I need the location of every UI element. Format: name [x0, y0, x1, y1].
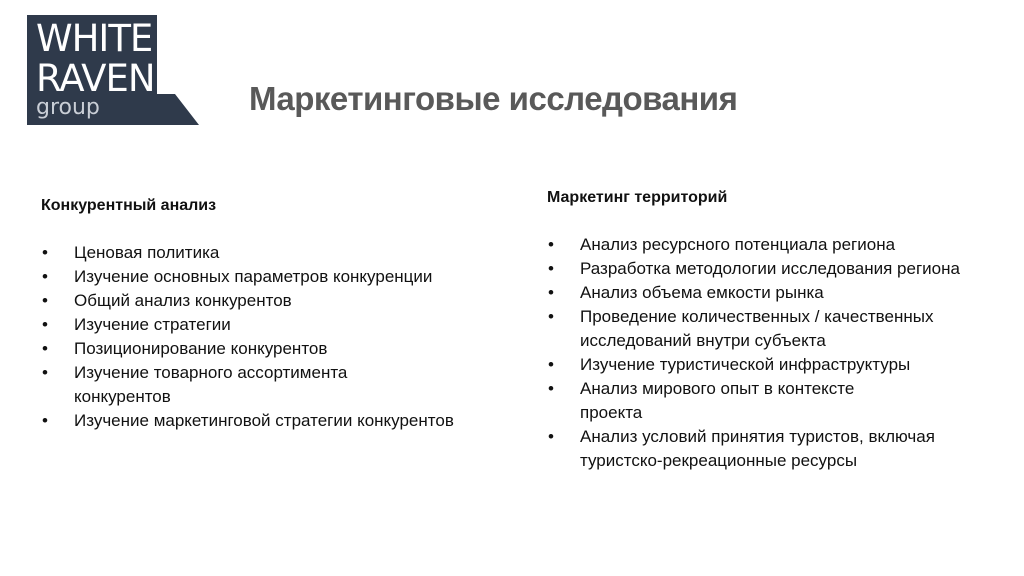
logo-text-white: WHITE — [36, 17, 153, 60]
list-item-text: Изучение стратегии — [74, 315, 231, 334]
logo-text-raven: RAVEN — [36, 57, 155, 100]
list-item-text: Анализ условий принятия туристов, включая туристско-рекреационные ресурсы — [580, 427, 935, 470]
list-item — [41, 409, 454, 433]
page-title: Маркетинговые исследования — [249, 80, 738, 117]
list-item-text: Ценовая политика — [74, 243, 220, 262]
bullet: • — [42, 315, 48, 334]
bullet: • — [42, 267, 48, 286]
list-item — [41, 337, 511, 361]
list-item-text: Изучение туристической инфраструктуры — [580, 355, 911, 374]
competitive-analysis-list — [41, 241, 511, 433]
list-item — [547, 233, 987, 257]
logo-tail-shape — [155, 94, 199, 126]
bullet: • — [548, 307, 554, 326]
bullet: • — [548, 379, 554, 398]
list-item — [41, 241, 511, 265]
bullet: • — [42, 291, 48, 310]
competitive-analysis-heading: Конкурентный анализ — [41, 197, 217, 214]
list-item-text: Изучение маркетинговой стратегии конкурентов — [74, 411, 454, 430]
bullet: • — [42, 243, 48, 262]
list-item — [547, 425, 950, 473]
list-item — [41, 361, 434, 409]
list-item — [547, 305, 955, 353]
bullet: • — [548, 427, 554, 446]
bullet: • — [42, 411, 48, 430]
bullet: • — [548, 355, 554, 374]
list-item — [547, 281, 987, 305]
list-item — [41, 313, 511, 337]
bullet: • — [548, 259, 554, 278]
list-item-text: Общий анализ конкурентов — [74, 291, 292, 310]
list-item-text: Разработка методологии исследования региона — [580, 259, 960, 278]
list-item — [547, 377, 920, 425]
bullet: • — [548, 283, 554, 302]
list-item — [41, 265, 511, 289]
list-item — [41, 289, 511, 313]
list-item-text: Позиционирование конкурентов — [74, 339, 328, 358]
list-item-text: Анализ объема емкости рынка — [580, 283, 824, 302]
list-item-text: Проведение количественных / качественных исследований внутри субъекта — [580, 307, 934, 350]
territory-marketing-column — [547, 189, 987, 473]
bullet: • — [42, 363, 48, 382]
list-item-text: Анализ мирового опыт в контексте проекта — [580, 379, 855, 422]
company-logo — [27, 15, 199, 127]
logo-text-group: group — [36, 95, 100, 120]
list-item — [547, 257, 980, 281]
bullet: • — [548, 235, 554, 254]
territory-marketing-list — [547, 233, 987, 473]
competitive-analysis-column — [41, 197, 511, 433]
territory-marketing-heading: Маркетинг территорий — [547, 189, 728, 206]
list-item — [547, 353, 987, 377]
list-item-text: Изучение товарного ассортимента конкурентов — [74, 363, 348, 406]
bullet: • — [42, 339, 48, 358]
list-item-text: Изучение основных параметров конкуренции — [74, 267, 433, 286]
list-item-text: Анализ ресурсного потенциала региона — [580, 235, 896, 254]
